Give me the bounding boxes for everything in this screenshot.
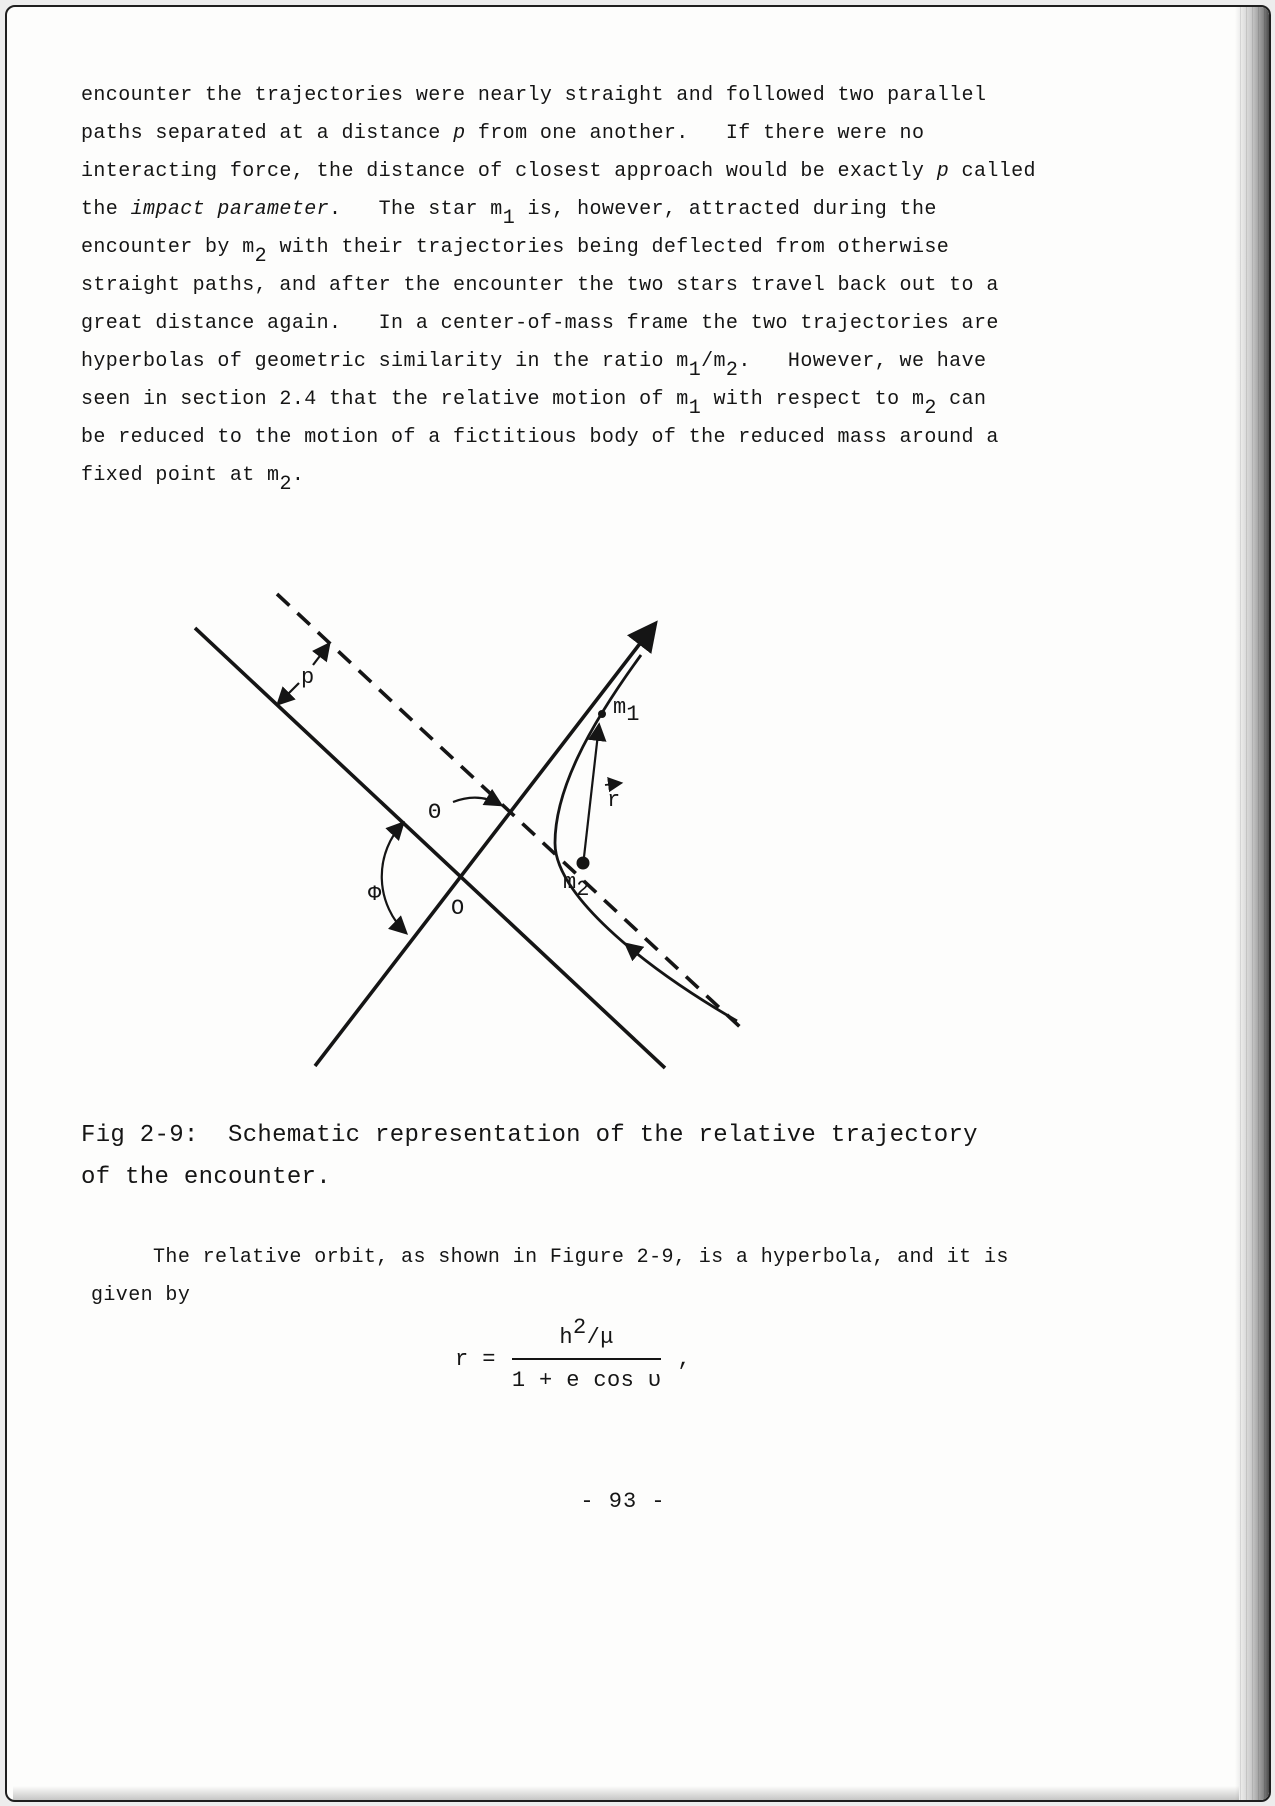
origin-label: O (451, 896, 465, 921)
figure-2-9 (185, 591, 765, 1091)
text-line: of the encounter. (81, 1164, 331, 1191)
encounter-trajectory-diagram (185, 591, 765, 1091)
r-vector-arrow (584, 725, 599, 857)
text-line: paths separated at a distance p from one another. If there were no (81, 122, 925, 145)
incoming-direction-arrow (626, 944, 637, 953)
theta-angle-arrow (453, 798, 501, 805)
equation-fraction (511, 1315, 662, 1393)
equation-trailing-comma: , (677, 1346, 692, 1372)
text-line: seen in section 2.4 that the relative motion of m1 with respect to m2 can (81, 388, 987, 420)
text-line: given by (91, 1284, 191, 1307)
book-page-edge-bottom (13, 1786, 1239, 1800)
p-arrow-upper (313, 644, 329, 665)
phi-angle-arc (382, 823, 406, 933)
figure-caption (81, 1115, 978, 1199)
body-paragraph-2 (91, 1239, 1009, 1315)
text-line: hyperbolas of geometric similarity in the ratio m1/m2. However, we have (81, 350, 987, 382)
text-line: the impact parameter. The star m1 is, however, attracted during the (81, 198, 937, 230)
theta-label: Θ (428, 800, 442, 825)
book-page-edge-right (1235, 7, 1269, 1800)
m2-point (577, 857, 590, 870)
page-number: - 93 - (580, 1489, 666, 1514)
text-line: encounter by m2 with their trajectories being deflected from otherwise (81, 236, 950, 268)
parallel-line-through-origin (195, 628, 665, 1068)
orbit-equation (455, 1315, 692, 1393)
text-line: Fig 2-9: Schematic representation of the relative trajectory (81, 1122, 978, 1149)
text-line: The relative orbit, as shown in Figure 2-9, is a hyperbola, and it is (91, 1246, 1009, 1269)
r-label: r (607, 788, 621, 813)
text-line: be reduced to the motion of a fictitious body of the reduced mass around a (81, 426, 999, 449)
text-line: encounter the trajectories were nearly straight and followed two parallel (81, 84, 987, 107)
p-arrow-lower (278, 683, 299, 704)
p-label: p (301, 665, 315, 690)
text-line: interacting force, the distance of closest approach would be exactly p called (81, 160, 1036, 183)
scanned-book-page (5, 5, 1271, 1802)
text-line: fixed point at m2. (81, 464, 305, 496)
m1-label: m1 (613, 695, 640, 727)
m1-point (598, 710, 606, 718)
incoming-asymptote-dashed-line (277, 594, 740, 1027)
equation-numerator: h2/μ (559, 1315, 614, 1350)
hyperbola-trajectory-curve (555, 655, 737, 1021)
text-line: great distance again. In a center-of-mass frame the two trajectories are (81, 312, 999, 335)
equation-denominator: 1 + e cos υ (511, 1368, 662, 1393)
body-paragraph (81, 77, 1036, 495)
phi-label: Φ (368, 882, 382, 907)
outgoing-asymptote-line (315, 624, 655, 1066)
text-line: straight paths, and after the encounter the two stars travel back out to a (81, 274, 999, 297)
equation-lhs: r = (455, 1346, 496, 1372)
m2-label: m2 (563, 870, 590, 902)
r-vector-hat-icon (605, 783, 621, 785)
